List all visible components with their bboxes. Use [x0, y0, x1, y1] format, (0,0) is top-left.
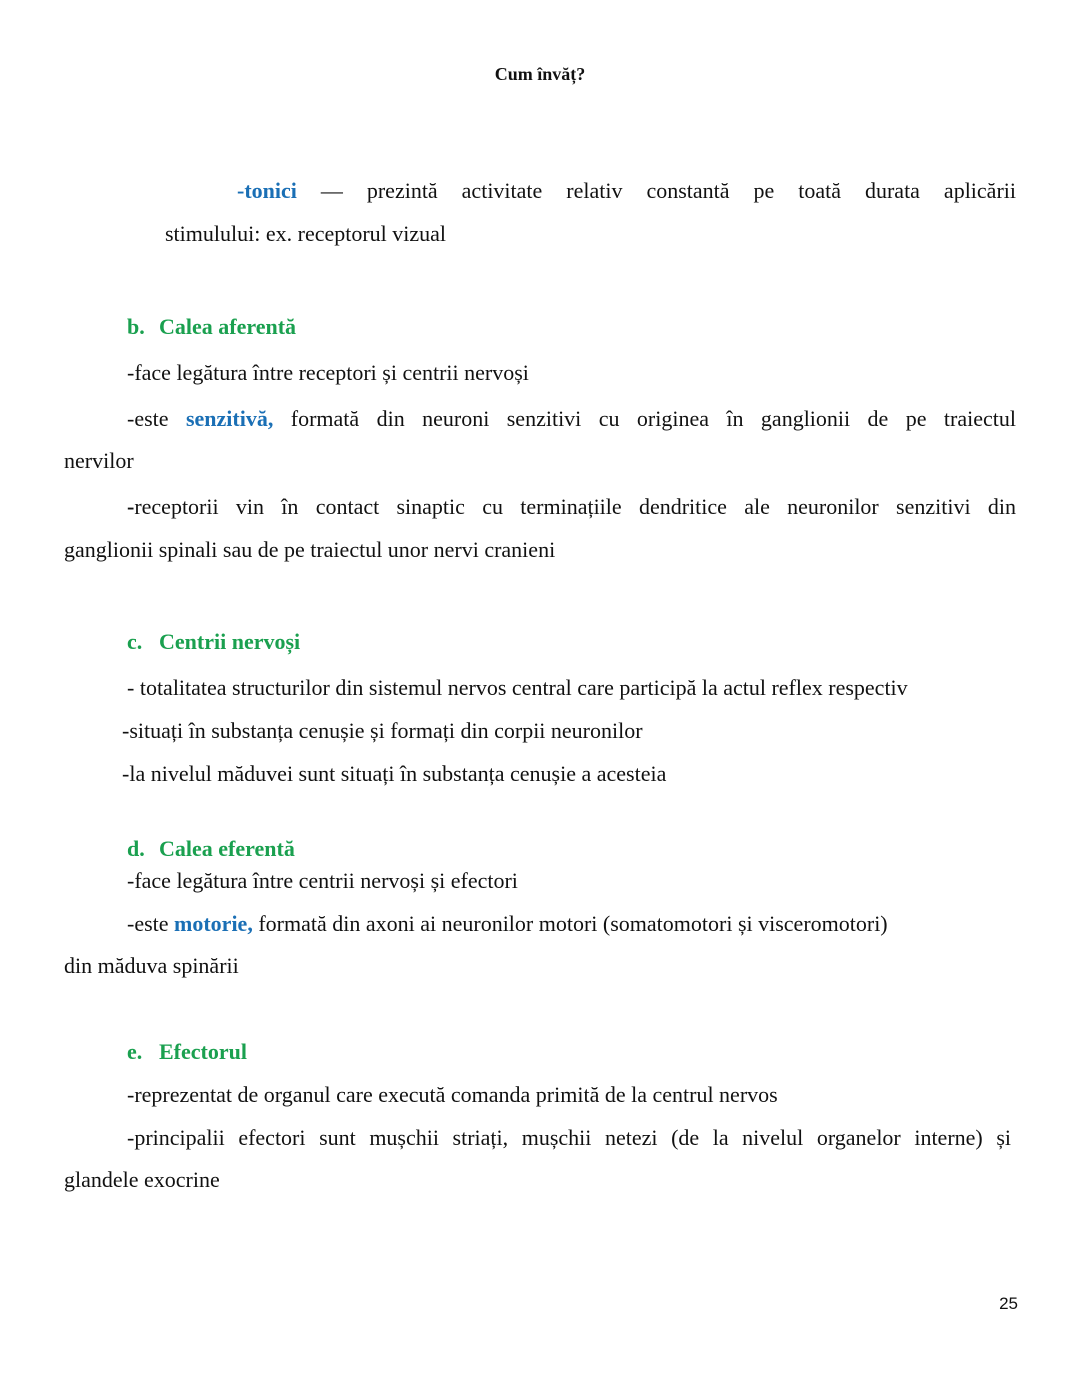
section-heading-e [127, 1039, 247, 1065]
paragraph-line [127, 911, 888, 937]
paragraph-line: -face legătura între receptori și centrii nervoși [127, 360, 529, 385]
paragraph-line: -la nivelul măduvei sunt situați în substanța cenușie a acesteia [122, 761, 667, 786]
line-text: — prezintă activitate relativ constantă pe toată durata aplicării [296, 178, 1016, 203]
paragraph-line: -reprezentat de organul care execută comanda primită de la centrul nervos [127, 1082, 778, 1107]
paragraph-line: nervilor [64, 448, 134, 473]
paragraph-line: glandele exocrine [64, 1167, 220, 1192]
bold-dash: - [127, 494, 135, 519]
paragraph-line [127, 494, 1016, 520]
line-text: formată din axoni ai neuronilor motori (somatomotori și visceromotori) [252, 911, 888, 936]
section-heading-d [127, 836, 295, 862]
paragraph-line: stimulului: ex. receptorul vizual [165, 221, 447, 246]
page-number: 25 [999, 1294, 1018, 1313]
paragraph-line: -principalii efectori sunt mușchii striați, mușchii netezi (de la nivelul organelor interne) și [127, 1125, 1011, 1150]
section-number: b. [127, 314, 145, 339]
paragraph-line: -situați în substanța cenușie și formați din corpii neuronilor [122, 718, 643, 743]
running-header: Cum învăț? [494, 64, 586, 84]
section-number: d. [127, 836, 145, 861]
section-title: Calea aferentă [159, 314, 297, 339]
paragraph-line: ganglionii spinali sau de pe traiectul unor nervi cranieni [64, 537, 556, 562]
paragraph-line: - totalitatea structurilor din sistemul nervos central care participă la actul reflex respectiv [127, 675, 908, 700]
line-text: receptorii vin în contact sinaptic cu terminațiile dendritice ale neuronilor senzitivi din [134, 494, 1016, 519]
section-title: Calea eferentă [159, 836, 295, 861]
line-text: -este [127, 911, 175, 936]
section-number: e. [127, 1039, 143, 1064]
keyword-senzitiva: senzitivă, [185, 406, 274, 431]
keyword-tonici: -tonici [237, 178, 297, 203]
line-text: formată din neuroni senzitivi cu originea în ganglionii de pe traiectul [273, 406, 1017, 431]
keyword-motorie: motorie, [174, 911, 253, 936]
paragraph-line [237, 178, 1016, 204]
paragraph-line: -face legătura între centrii nervoși și efectori [127, 868, 518, 893]
section-heading-c [127, 629, 300, 655]
line-text: -este [127, 406, 186, 431]
section-heading-b [127, 314, 296, 340]
paragraph-line: din măduva spinării [64, 953, 239, 978]
section-title: Centrii nervoși [159, 629, 301, 654]
section-number: c. [127, 629, 143, 654]
section-title: Efectorul [159, 1039, 247, 1064]
paragraph-line [127, 406, 1016, 432]
